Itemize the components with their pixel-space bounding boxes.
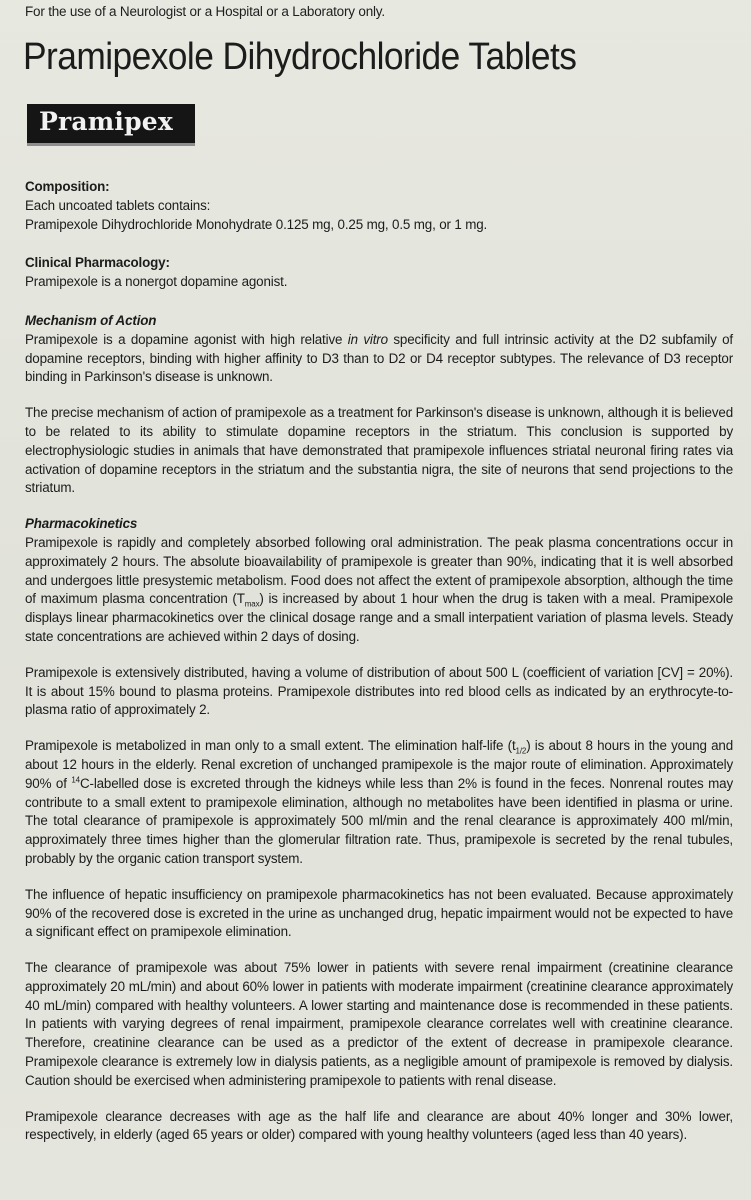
drug-title: Pramipexole Dihydrochloride Tablets: [23, 36, 577, 78]
pk-paragraph-2: Pramipexole is extensively distributed, having a volume of distribution of about 500 L (coefficient of variation [CV] = 20%). It is about 15% bound to plasma proteins. Pramipexole distributes into red blood cells as indicated by an erythrocyte-to-plasma ratio of approximately 2.: [25, 664, 733, 718]
composition-heading: Composition:: [25, 179, 110, 194]
pk-p3-text-a: Pramipexole is metabolized in man only to a small extent. The elimination half-life (t: [25, 738, 516, 754]
brand-logo: [27, 104, 195, 146]
composition-line-1: Each uncoated tablets contains:: [25, 197, 211, 213]
clinical-pharmacology-heading: Clinical Pharmacology:: [25, 255, 170, 271]
pk-paragraph-5: The clearance of pramipexole was about 75% lower in patients with severe renal impairment (creatinine clearance approximately 20 mL/min) and about 60% lower in patients with moderate impairment (creatinine clearance approximately 40 mL/min) compared with healthy volunteers. A lower starting and maintenance dose is recommended in these patients. In patients with varying degrees of renal impairment, pramipexole clearance correlates well with creatinine clearance. Therefore, creatinine clearance can be used as a predictor of the extent of decrease in pramipexole clearance. Pramipexole clearance is extremely low in dialysis patients, as a negligible amount of pramipexole is removed by dialysis. Caution should be exercised when administering pramipexole to patients with renal disease.: [25, 960, 733, 1088]
mechanism-p1-italic: in vitro: [347, 331, 388, 347]
pk-p1-text-b: ) is increased by about 1 hour when the drug is taken with a meal. Pramipexole displays linear pharmacokinetics over the clinical dosage range and a small interpatient variation of plasma levels. Steady state concentrations are achieved within 2 days of dosing.: [25, 591, 734, 644]
brand-name: Pramipex: [39, 107, 174, 136]
mechanism-paragraph-1: [25, 331, 733, 387]
mechanism-paragraph-2: The precise mechanism of action of pramipexole as a treatment for Parkinson's disease is unknown, although it is believed to be related to its ability to stimulate dopamine receptors in the striatum. This conclusion is supported by electrophysiologic studies in animals that have demonstrated that pramipexole influences striatal neuronal firing rates via activation of dopamine receptors in the striatum and the substantia nigra, the site of neurons that send projections to the striatum.: [25, 405, 733, 496]
pk-paragraph-4: The influence of hepatic insufficiency on pramipexole pharmacokinetics has not been evaluated. Because approximately 90% of the recovered dose is excreted in the urine as unchanged drug, hepatic impairment would not be expected to have a significant effect on pramipexole elimination.: [25, 886, 733, 940]
pk-paragraph-1: [25, 534, 733, 647]
pk-p1-text-a: Pramipexole is rapidly and completely absorbed following oral administration. The peak plasma concentrations occur in approximately 2 hours. The absolute bioavailability of pramipexole is greater than 90%, indicating that it is well absorbed and undergoes little presystemic metabolism. Food does not affect the extent of pramipexole absorption, although the time of maximum plasma concentration (T: [25, 534, 733, 607]
pk-p1-sub: max: [244, 600, 260, 610]
usage-notice: For the use of a Neurologist or a Hospital or a Laboratory only.: [25, 4, 385, 19]
mechanism-p1-text-a: Pramipexole is a dopamine agonist with high relative: [25, 331, 348, 347]
pk-paragraph-3: [25, 737, 733, 869]
mechanism-p1-text-b: specificity and full intrinsic activity at the D2 subfamily of dopamine receptors, binding with higher affinity to D3 than to D2 or D4 receptor subtypes. The relevance of D3 receptor binding in Parkinson's disease is unknown.: [25, 331, 733, 385]
mechanism-heading: Mechanism of Action: [25, 312, 157, 328]
pk-p3-text-b: ) is about 8 hours in the young and about 12 hours in the elderly. Renal excretion of unchanged pramipexole is the major route of elimination. Approximately 90% of: [25, 738, 733, 791]
composition-line-2: Pramipexole Dihydrochloride Monohydrate 0.125 mg, 0.25 mg, 0.5 mg, or 1 mg.: [25, 216, 488, 232]
pharmacokinetics-heading: Pharmacokinetics: [25, 516, 138, 532]
pk-p3-sup: 14: [71, 775, 80, 785]
pk-p3-sub: 1/2: [515, 746, 527, 756]
pk-paragraph-6: Pramipexole clearance decreases with age as the half life and clearance are about 40% longer and 30% lower, respectively, in elderly (aged 65 years or older) compared with young healthy volunteers (aged less than 40 years).: [25, 1108, 733, 1143]
leaflet-body: [25, 178, 733, 1145]
clinical-pharmacology-text: Pramipexole is a nonergot dopamine agonist.: [25, 274, 288, 290]
pk-p3-text-c: C-labelled dose is excreted through the kidneys while less than 2% is found in the feces. Nonrenal routes may contribute to a small extent to pramipexole elimination, although no metabolites have been identified in plasma or urine. The total clearance of pramipexole is approximately 500 ml/min and the renal clearance is approximately 400 ml/min, approximately three times higher than the glomerular filtration rate. Thus, pramipexole is secreted by the renal tubules, probably by the organic cation transport system.: [25, 775, 734, 866]
